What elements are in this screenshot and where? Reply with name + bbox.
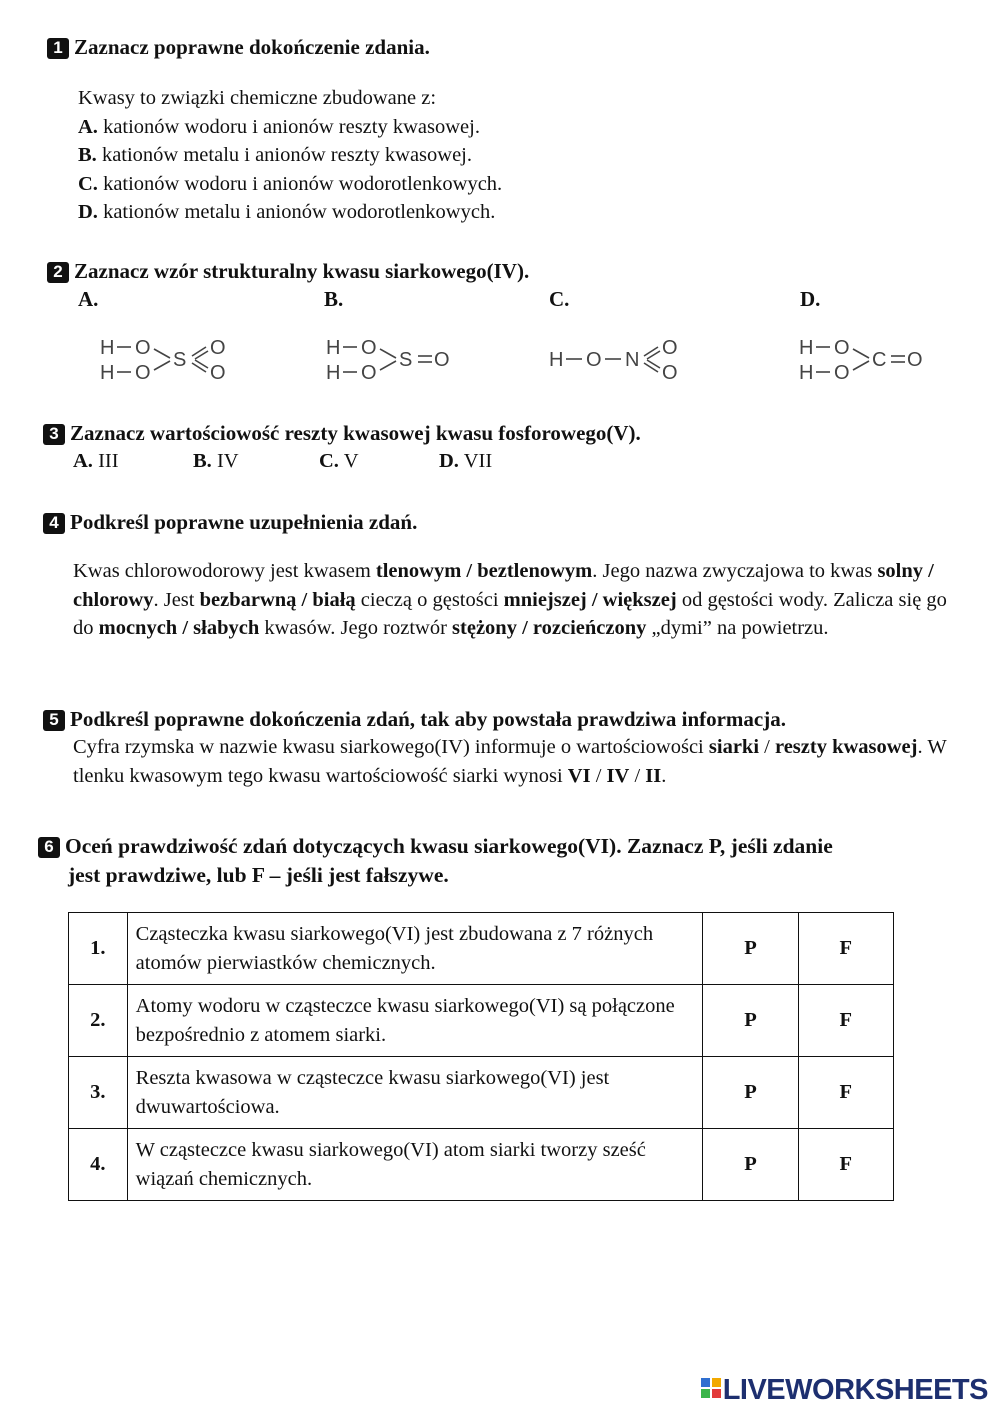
table-row: [69, 913, 894, 985]
svg-text:H: H: [326, 337, 341, 359]
svg-text:O: O: [361, 337, 377, 359]
svg-text:O: O: [210, 337, 226, 359]
question-1-title: 1 Zaznacz poprawne dokończenie zdania.: [47, 34, 430, 60]
question-number-badge: 4: [43, 513, 65, 534]
option-a[interactable]: A. kationów wodoru i anionów reszty kwasowej.: [78, 115, 480, 138]
question-5-paragraph: Cyfra rzymska w nazwie kwasu siarkowego(IV) informuje o wartościowości siarki / reszty kwasowej. W tlenku kwasowym tego kwasu wartościowość siarki wynosi VI / IV / II.: [73, 736, 947, 787]
logo-square: [701, 1389, 710, 1398]
choice-vi[interactable]: VI: [567, 764, 591, 787]
row-number: 3.: [69, 1057, 128, 1129]
svg-text:S: S: [173, 349, 187, 371]
choice-2[interactable]: solny / chlorowy: [73, 560, 934, 611]
svg-text:O: O: [834, 337, 850, 359]
svg-text:H: H: [100, 337, 115, 359]
choice-6[interactable]: stężony / rozcieńczony: [452, 617, 647, 639]
formula-b[interactable]: [326, 332, 466, 392]
option-d[interactable]: D. kationów metalu i anionów wodorotlenkowych.: [78, 201, 496, 223]
false-option[interactable]: F: [798, 913, 893, 985]
svg-text:O: O: [662, 362, 678, 384]
svg-text:H: H: [799, 362, 814, 384]
option-b[interactable]: B. IV: [193, 450, 239, 472]
option-c[interactable]: C. kationów wodoru i anionów wodorotlenkowych.: [78, 172, 503, 195]
question-6-title: 6 Oceń prawdziwość zdań dotyczących kwasu siarkowego(VI). Zaznacz P, jeśli zdanie: [38, 833, 833, 859]
svg-text:H: H: [100, 362, 115, 384]
option-a[interactable]: A. III: [73, 450, 119, 472]
choice-3[interactable]: bezbarwną / białą: [199, 588, 356, 611]
question-3-title: 3 Zaznacz wartościowość reszty kwasowej kwasu fosforowego(V).: [43, 420, 641, 446]
svg-text:O: O: [662, 337, 678, 359]
svg-text:S: S: [399, 349, 413, 371]
question-4-paragraph: Kwas chlorowodorowy jest kwasem tlenowym / beztlenowym. Jego nazwa zwyczajowa to kwas solny / chlorowy. Jest bezbarwną / białą cieczą o gęstości mniejszej / większej od gęstości wody. Zalicza się go do mocnych / słabych kwasów. Jego roztwór stężony / rozcieńczony „dymi” na powietrzu.: [73, 560, 947, 639]
table-row: [69, 1129, 894, 1201]
statement: W cząsteczce kwasu siarkowego(VI) atom siarki tworzy sześć wiązań chemicznych.: [127, 1129, 703, 1201]
question-1-stem: Kwasy to związki chemiczne zbudowane z:: [78, 87, 437, 109]
question-number-badge: 3: [43, 424, 65, 445]
question-2-title: 2 Zaznacz wzór strukturalny kwasu siarkowego(IV).: [47, 258, 529, 284]
row-number: 4.: [69, 1129, 128, 1201]
choice-siarki[interactable]: siarki: [708, 736, 760, 758]
option-b[interactable]: B. kationów metalu i anionów reszty kwasowej.: [78, 144, 472, 166]
svg-text:H: H: [549, 349, 564, 371]
svg-text:O: O: [907, 349, 923, 371]
svg-text:O: O: [361, 362, 377, 384]
statement: Atomy wodoru w cząsteczce kwasu siarkowego(VI) są połączone bezpośrednio z atomem siarki.: [127, 985, 703, 1057]
choice-4[interactable]: mniejszej / większej: [503, 588, 677, 611]
true-false-table: [68, 912, 894, 1201]
svg-text:C: C: [872, 349, 887, 371]
question-number-badge: 2: [47, 262, 69, 283]
svg-text:O: O: [586, 349, 602, 371]
svg-text:O: O: [210, 362, 226, 384]
question-5-title: 5 Podkreśl poprawne dokończenia zdań, tak aby powstała prawdziwa informacja.: [43, 706, 786, 732]
row-number: 1.: [69, 913, 128, 985]
statement: Cząsteczka kwasu siarkowego(VI) jest zbudowana z 7 różnych atomów pierwiastków chemicznych.: [127, 913, 703, 985]
table-row: [69, 1057, 894, 1129]
choice-1[interactable]: tlenowym / beztlenowym: [375, 560, 593, 582]
liveworksheets-logo[interactable]: LIVEWORKSHEETS: [701, 1374, 988, 1407]
svg-text:O: O: [135, 362, 151, 384]
choice-reszty-kwasowej[interactable]: reszty kwasowej: [774, 736, 918, 758]
question-number-badge: 6: [38, 837, 60, 858]
option-d-label: D.: [800, 287, 821, 311]
logo-square: [712, 1389, 721, 1398]
row-number: 2.: [69, 985, 128, 1057]
true-option[interactable]: P: [703, 985, 798, 1057]
table-row: [69, 985, 894, 1057]
formula-d[interactable]: [799, 332, 939, 392]
svg-text:O: O: [434, 349, 450, 371]
svg-text:N: N: [625, 349, 640, 371]
option-a-label: A.: [78, 287, 99, 311]
choice-ii[interactable]: II: [645, 764, 662, 787]
logo-square: [701, 1378, 710, 1387]
true-option[interactable]: P: [703, 913, 798, 985]
question-number-badge: 1: [47, 38, 69, 59]
option-d[interactable]: D. VII: [439, 450, 493, 472]
option-c-label: C.: [549, 287, 570, 311]
true-option[interactable]: P: [703, 1129, 798, 1201]
logo-square: [712, 1378, 721, 1387]
option-c[interactable]: C. V: [319, 450, 359, 472]
logo-grid-icon: [701, 1378, 721, 1398]
false-option[interactable]: F: [798, 1057, 893, 1129]
formula-c[interactable]: [549, 332, 699, 392]
choice-iv[interactable]: IV: [606, 764, 630, 787]
choice-5[interactable]: mocnych / słabych: [98, 617, 260, 639]
formula-a[interactable]: [100, 332, 240, 392]
false-option[interactable]: F: [798, 985, 893, 1057]
svg-text:O: O: [135, 337, 151, 359]
svg-text:H: H: [326, 362, 341, 384]
question-6-title-line2: jest prawdziwe, lub F – jeśli jest fałszywe.: [68, 863, 449, 887]
question-4-title: 4 Podkreśl poprawne uzupełnienia zdań.: [43, 509, 417, 535]
statement: Reszta kwasowa w cząsteczce kwasu siarkowego(VI) jest dwuwartościowa.: [127, 1057, 703, 1129]
svg-text:H: H: [799, 337, 814, 359]
question-1-body: [78, 84, 502, 227]
true-option[interactable]: P: [703, 1057, 798, 1129]
question-number-badge: 5: [43, 710, 65, 731]
svg-text:O: O: [834, 362, 850, 384]
option-b-label: B.: [324, 287, 344, 311]
false-option[interactable]: F: [798, 1129, 893, 1201]
